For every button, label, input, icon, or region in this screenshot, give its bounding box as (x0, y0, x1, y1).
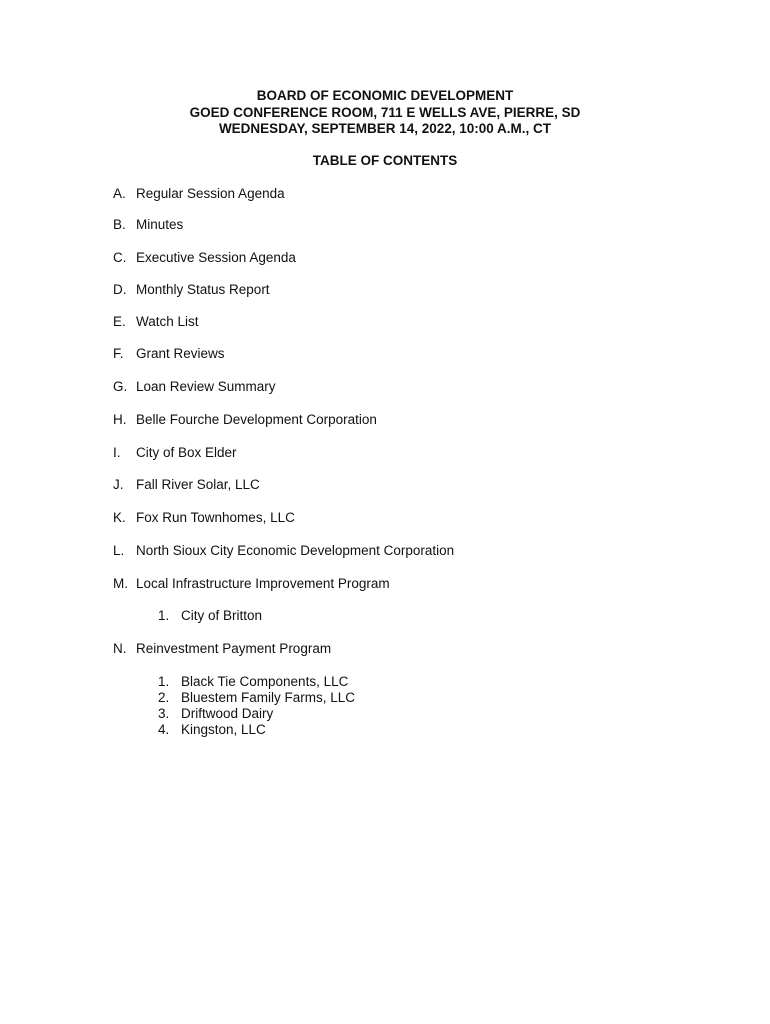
toc-subitem-m-1 (158, 608, 262, 623)
toc-letter: C. (113, 250, 127, 265)
toc-item-f (113, 346, 225, 361)
toc-letter: A. (113, 186, 126, 201)
toc-title: TABLE OF CONTENTS (312, 153, 458, 168)
toc-label: Executive Session Agenda (136, 250, 296, 265)
toc-item-b (113, 217, 183, 232)
toc-label: Belle Fourche Development Corporation (136, 412, 377, 427)
toc-letter: D. (113, 282, 127, 297)
subitem-label: Kingston, LLC (181, 722, 266, 737)
toc-item-g (113, 379, 276, 394)
toc-label: Fox Run Townhomes, LLC (136, 510, 295, 525)
toc-letter: I. (113, 445, 121, 460)
subitem-number: 4. (158, 722, 170, 737)
subitem-number: 2. (158, 690, 170, 705)
toc-item-i (113, 445, 237, 460)
toc-subitem-n-2 (158, 690, 355, 705)
toc-letter: L. (113, 543, 125, 558)
header-line-3: WEDNESDAY, SEPTEMBER 14, 2022, 10:00 A.M., CT (218, 121, 552, 136)
subitem-label: Driftwood Dairy (181, 706, 274, 721)
toc-label: Monthly Status Report (136, 282, 270, 297)
toc-subitem-n-4 (158, 722, 266, 737)
toc-item-d (113, 282, 270, 297)
toc-label: Regular Session Agenda (136, 186, 285, 201)
subitem-number: 1. (158, 608, 170, 623)
subitem-label: Black Tie Components, LLC (181, 674, 349, 689)
toc-letter: E. (113, 314, 126, 329)
toc-label: North Sioux City Economic Development Corporation (136, 543, 455, 558)
subitem-number: 1. (158, 674, 170, 689)
toc-item-l (113, 543, 454, 558)
toc-item-k (113, 510, 295, 525)
subitem-number: 3. (158, 706, 170, 721)
header-line-1: BOARD OF ECONOMIC DEVELOPMENT (256, 88, 514, 103)
toc-letter: K. (113, 510, 126, 525)
toc-subitem-n-3 (158, 706, 273, 721)
toc-item-j (113, 477, 260, 492)
toc-letter: J. (113, 477, 124, 492)
toc-label: Fall River Solar, LLC (136, 477, 260, 492)
subitem-label: Bluestem Family Farms, LLC (181, 690, 356, 705)
toc-label: Reinvestment Payment Program (136, 641, 332, 656)
toc-label: Watch List (136, 314, 199, 329)
toc-item-e (113, 314, 199, 329)
header-line-2: GOED CONFERENCE ROOM, 711 E WELLS AVE, PIERRE, SD (189, 104, 581, 120)
toc-item-a (113, 186, 285, 201)
toc-item-n (113, 641, 331, 656)
toc-item-h (113, 412, 377, 427)
toc-letter: N. (113, 641, 127, 656)
toc-letter: M. (113, 576, 128, 591)
toc-item-m (113, 576, 390, 591)
toc-item-c (113, 250, 296, 265)
toc-label: Loan Review Summary (136, 379, 276, 394)
toc-letter: G. (113, 379, 128, 394)
toc-letter: F. (113, 346, 124, 361)
toc-label: Local Infrastructure Improvement Program (136, 576, 390, 591)
toc-label: Grant Reviews (136, 346, 225, 361)
toc-label: Minutes (136, 217, 184, 232)
document-header (0, 88, 770, 138)
toc-subitem-n-1 (158, 674, 348, 689)
toc-letter: B. (113, 217, 126, 232)
toc-label: City of Box Elder (136, 445, 237, 460)
subitem-label: City of Britton (181, 608, 263, 623)
toc-letter: H. (113, 412, 127, 427)
